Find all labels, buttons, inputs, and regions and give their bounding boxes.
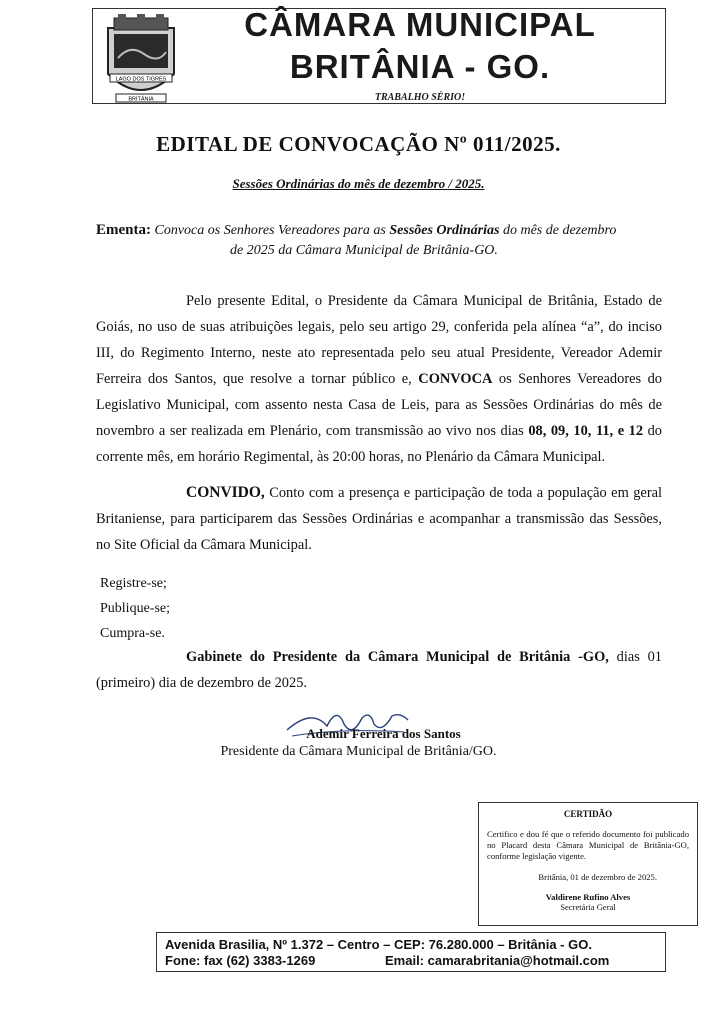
- ementa-text-1: Convoca os Senhores Vereadores para as: [154, 223, 386, 238]
- closing-publique: Publique-se;: [100, 601, 170, 616]
- p1-dates: 08, 09, 10, 11, e 12: [528, 423, 644, 439]
- gabinete-line: [96, 644, 662, 696]
- p1-text-e: do corrente mês, em horário Regimental, às 20:00 horas, no Plenário da Câmara Municipal.: [96, 423, 662, 465]
- p2-text: Conto com a presença e participação de toda a população em geral Britaniense, para participarem das Sessões Ordinárias e acompanhar a transmissão das Sessões, no Site Oficial da Câmara Municipal.: [96, 485, 662, 553]
- paragraph-convocation: [96, 288, 662, 470]
- ementa-text-3: do mês de dezembro: [502, 223, 617, 238]
- document-title: EDITAL DE CONVOCAÇÃO Nº 011/2025.: [156, 132, 561, 156]
- ementa-text-2: Sessões Ordinárias: [389, 223, 500, 238]
- letterhead-motto: TRABALHO SÉRIO!: [374, 92, 466, 103]
- certidao-date: Britânia, 01 de dezembro de 2025.: [538, 872, 657, 882]
- certidao-body: Certifico e dou fé que o referido documento foi publicado no Placard desta Câmara Municipal de Britânia-GO, conforme legislação vigente.: [487, 829, 689, 861]
- footer-address: Avenida Brasilia, Nº 1.372 – Centro – CEP: 76.280.000 – Britânia - GO.: [165, 937, 592, 952]
- closing-cumpra: Cumpra-se.: [100, 626, 165, 641]
- p1-text-a: Pelo presente Edital, o Presidente da Câmara Municipal de Britânia, Estado de Goiás, no uso de suas atribuições legais, pelo seu artigo 29, conferida pela alínea “a”, do inciso III, do Regimento Interno, neste ato representada pelo seu atual Presidente, Vereador Ademir Ferreira dos Santos, que resolve a tornar público e,: [96, 293, 662, 387]
- p2-convido: CONVIDO,: [186, 484, 265, 501]
- closing-registre: Registre-se;: [100, 576, 167, 591]
- certidao-title: CERTIDÃO: [563, 809, 613, 819]
- letterhead-title-line2: BRITÂNIA - GO.: [289, 48, 551, 85]
- signature-role: Presidente da Câmara Municipal de Britânia/GO.: [220, 744, 497, 759]
- ementa-text-4: de 2025 da Câmara Municipal de Britânia-GO.: [230, 243, 498, 258]
- p1-text-c: os Senhores Vereadores do Legislativo Municipal, com assento nesta Casa de Leis, para as Sessões Ordinárias do mês de novembro a ser realizada em Plenário, com transmissão ao vivo nos dias: [96, 371, 662, 439]
- footer-box: [156, 932, 666, 972]
- certidao-signer-name: Valdirene Rufino Alves: [545, 892, 631, 902]
- paragraph-invitation: [96, 480, 662, 558]
- certidao-signer-role: Secretária Geral: [560, 902, 616, 912]
- ementa: [96, 220, 656, 261]
- document-subtitle: Sessões Ordinárias do mês de dezembro / 2025.: [232, 176, 485, 191]
- p1-convoca: CONVOCA: [418, 371, 493, 387]
- gabinete-date: dias 01 (primeiro) dia de dezembro de 2025.: [96, 649, 662, 691]
- signature-name: Ademir Ferreira dos Santos: [306, 726, 461, 741]
- municipal-crest: [100, 14, 182, 106]
- certidao-box: [478, 802, 698, 926]
- footer-email: Email: camarabritania@hotmail.com: [385, 953, 610, 968]
- ementa-label: Ementa:: [96, 222, 151, 238]
- crest-banner-bottom: BRITÂNIA: [128, 96, 154, 103]
- gabinete-bold: Gabinete do Presidente da Câmara Municipal de Britânia -GO,: [186, 649, 609, 665]
- crest-banner-top: LAGO DOS TIGRES: [115, 76, 167, 83]
- letterhead-title-line1: CÂMARA MUNICIPAL: [244, 6, 596, 43]
- footer-phone: Fone: fax (62) 3383-1269: [165, 953, 316, 968]
